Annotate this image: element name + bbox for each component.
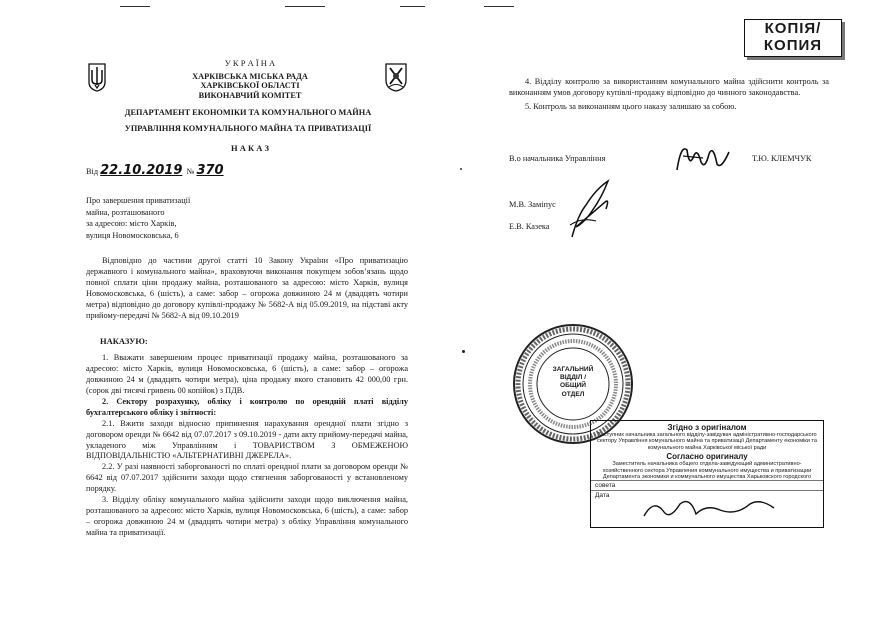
- cert-field-1: совета: [591, 480, 823, 490]
- cert-text-ru: Заместитель начальника общего отдела-заведующий административно-хозяйственного сектора Управления коммунального имущества и приватизации Департамента экономики и коммунального имущества Харьковского городского: [602, 461, 812, 481]
- header-council-line-1: ХАРКІВСЬКА МІСЬКА РАДА: [192, 72, 308, 81]
- signature-icon: [673, 140, 733, 178]
- item-1: 1. Вважати завершеним процес приватизації продажу майна, розташованого за адресою: місто Харків, вулиця Новомосковська, 6 (шість), а саме: забор – огорожа довжиною 24 м (двадцять чотири метра), ціна продажу якого становить 42 000,00 грн. (сорок дві тисячі гривень 00 копійок) з ПДВ.: [86, 353, 408, 395]
- preamble-paragraph: Відповідно до частини другої статті 10 Закону України «Про приватизацію державного і комунального майна», враховуючи виконання покупцем зобов’язань щодо повної сплати ціни продажу майна, розташованого за адресою: місто Харків, вулиця Новомосковська, 6 (шість), а саме: забор – огорожа довжиною 24 м (двадцять чотири метра) відповідно до договору купівлі-продажу № 5682-А від 05.09.2019, на підставі акту прийому-передачі № 5682-А від 09.10.2019: [86, 256, 408, 320]
- handwritten-number: 370: [196, 163, 224, 178]
- cert-field-2: Дата: [591, 490, 823, 500]
- copy-stamp-line-1: КОПІЯ/: [764, 20, 822, 37]
- head-signature: [673, 140, 733, 178]
- trident-emblem: [86, 62, 108, 92]
- order-word: НАКАЗУЮ:: [100, 336, 148, 346]
- header-council: [120, 72, 380, 100]
- item-3: 3. Відділу обліку комунального майна здійснити заходи щодо виключення майна, розташованого за адресою: місто Харків, вулиця Новомосковська, 6 (шість), а саме: забор – огорожа довжиною 24 м (двадцять чотири метра) з обліку Управління комунального майна та приватизації.: [86, 495, 408, 537]
- cert-signature: [640, 494, 780, 524]
- copy-stamp: [744, 19, 842, 57]
- scan-edge: [484, 6, 514, 7]
- signature-icon: [640, 494, 780, 524]
- order-subject: [86, 195, 286, 241]
- city-coat-of-arms: [384, 62, 408, 92]
- subject-line: вулиця Новомосковська, 6: [86, 230, 179, 240]
- header-committee: ВИКОНАВЧИЙ КОМІТЕТ: [198, 90, 302, 100]
- order-items-right: [509, 77, 829, 113]
- trident-icon: [86, 62, 108, 92]
- kharkiv-coat-of-arms-icon: [384, 62, 408, 92]
- seal-center-text: ЗАГАЛЬНИЙ ВІДДІЛ / ОБЩИЙ ОТДЕЛ: [552, 366, 594, 398]
- order-items-left: [86, 353, 408, 539]
- date-label: Від: [86, 167, 99, 176]
- item-4: 4. Відділу контролю за використанням комунального майна здійснити контроль за виконанням умов договору купівлі-продажу відповідно до чинного законодавства.: [509, 77, 829, 97]
- header-council-line-2: ХАРКІВСЬКОЇ ОБЛАСТІ: [200, 81, 300, 91]
- item-5: 5. Контроль за виконанням цього наказу залишаю за собою.: [525, 101, 737, 111]
- header-department: ДЕПАРТАМЕНТ ЕКОНОМІКИ ТА КОМУНАЛЬНОГО МАЙНА: [124, 108, 372, 117]
- header-directorate: УПРАВЛІННЯ КОМУНАЛЬНОГО МАЙНА ТА ПРИВАТИЗАЦІЇ: [124, 124, 372, 133]
- subject-line: Про завершення приватизації: [86, 196, 191, 205]
- scan-edge: [120, 6, 150, 7]
- approver-2: Е.В. Казека: [509, 222, 550, 231]
- item-2: 2. Сектору розрахунку, обліку і контролю по орендній платі відділу бухгалтерського обліку і звітності:: [86, 396, 408, 417]
- scan-edge: [400, 6, 425, 7]
- scan-speck: [460, 168, 462, 170]
- subject-line: за адресою: місто Харків,: [86, 219, 177, 229]
- cert-title-ua: Згідно з оригіналом: [667, 423, 747, 432]
- document-type: Н А К А З: [230, 143, 270, 153]
- scan-speck: [462, 350, 465, 353]
- acting-head-name: Т.Ю. КЛЕМЧУК: [752, 154, 812, 163]
- cert-text-ua: Заступник начальника загального відділу-завідувач адміністративно-господарського сектору Управління комунального майна та приватизації Департаменту економіки та комунального майна Харківської міської ради: [596, 432, 818, 451]
- approver-1: М.В. Заміпус: [509, 200, 556, 209]
- number-label: №: [186, 167, 195, 176]
- scan-edge: [285, 6, 325, 7]
- approver-signatures: [566, 175, 616, 245]
- item-2-1: 2.1. Вжити заходи відносно припинення нарахування орендної плати згідно з договором оренди № 6642 від 07.07.2017 з 09.10.2019 - дати акту прийому-передачі майна, укладеного між Управлінням і ТОВАРИСТВОМ З ОБМЕЖЕНОЮ ВІДПОВІДАЛЬНІСТЮ «АЛЬТЕРНАТИВНІ ДЖЕРЕЛА».: [86, 418, 408, 461]
- signature-icon: [566, 175, 616, 245]
- handwritten-date: 22.10.2019: [100, 163, 183, 178]
- cert-title-ru: Согласно оригиналу: [666, 452, 748, 462]
- acting-head-title: В.о начальника Управління: [509, 154, 606, 163]
- order-date-line: [86, 162, 286, 179]
- subject-line: майна, розташованого: [86, 207, 165, 217]
- copy-stamp-line-2: КОПИЯ: [763, 37, 823, 54]
- item-2-2: 2.2. У разі наявності заборгованості по сплаті орендної плати за договором оренди № 6642 від 07.07.2017 здійснити заходи щодо стягнення заборгованості у встановленому порядку.: [86, 462, 408, 494]
- header-country: У К Р А Ї Н А: [224, 58, 276, 68]
